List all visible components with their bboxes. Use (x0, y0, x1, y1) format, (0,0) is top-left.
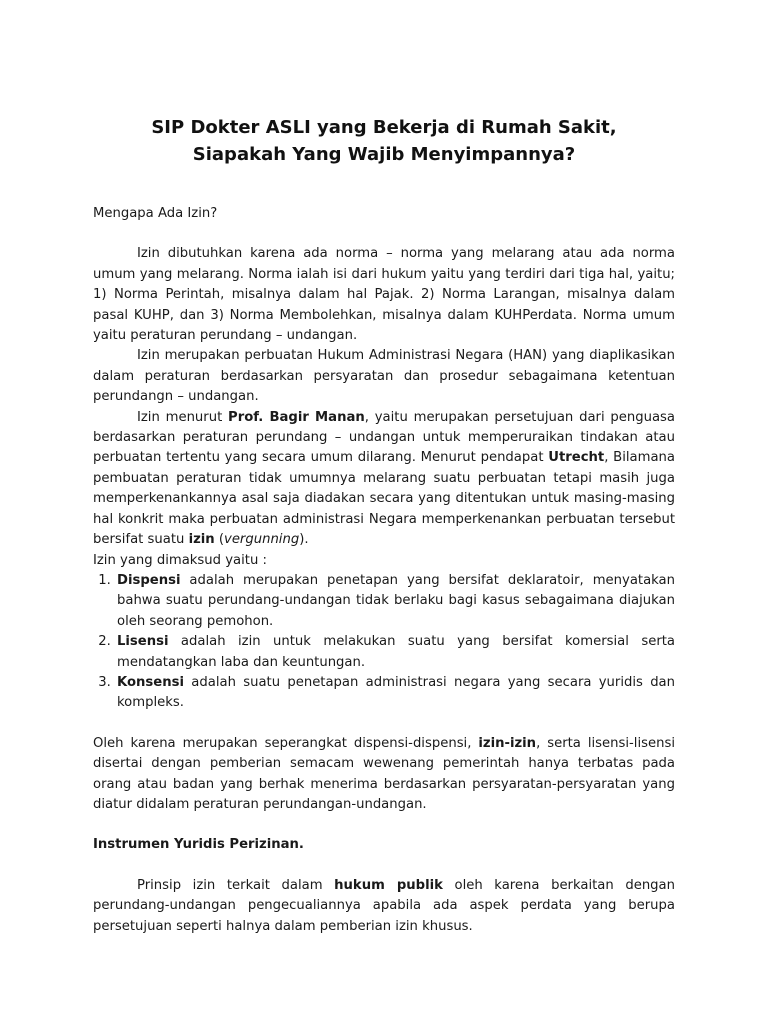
bold-name-bagir-manan: Prof. Bagir Manan (228, 409, 365, 425)
list-item-konsensi (115, 673, 675, 714)
spacer (93, 224, 675, 244)
paragraph-izin-menurut (93, 408, 675, 551)
italic-term-vergunning: vergunning (224, 532, 300, 548)
izin-types-list (93, 571, 675, 714)
text-run: , yaitu merupakan persetujuan dari penguasa berdasarkan peraturan perundang – undangan untuk memperuraikan tindakan atau perbuatan tertentu yang secara umum dilarang. Menurut pendapat (93, 409, 675, 466)
list-term: Dispensi (117, 572, 181, 588)
text-run: Izin menurut (137, 409, 229, 425)
section-heading-mengapa-ada-izin: Mengapa Ada Izin? (93, 206, 218, 221)
paragraph-izin-dibutuhkan: Izin dibutuhkan karena ada norma – norma yang melarang atau ada norma umum yang melarang. Norma ialah isi dari hukum yaitu yang terdiri dari tiga hal, yaitu; 1) Norma Perintah, misalnya dalam hal Pajak. 2) Norma Larangan, misalnya dalam pasal KUHP, dan 3) Norma Membolehkan, misalnya dalam KUHPerdata. Norma umum yaitu peraturan perundang – undangan. (93, 246, 675, 344)
text-run: , serta lisensi-lisensi disertai dengan pemberian semacam wewenang pemerintah hanya terbatas pada orang atau badan yang berhak menerima berdasarkan persyaratan-persyaratan yang diatur didalam peraturan perundangan-undangan. (93, 735, 675, 812)
spacer (93, 815, 675, 835)
paragraph-izin-merupakan: Izin merupakan perbuatan Hukum Administrasi Negara (HAN) yang diaplikasikan dalam peraturan berdasarkan persyaratan dan prosedur sebagaimana ketentuan perundangn – undangan. (93, 348, 675, 405)
document-body (93, 204, 675, 937)
list-item-lisensi (115, 632, 675, 673)
title-line-2: Siapakah Yang Wajib Menyimpannya? (192, 144, 576, 165)
list-text: adalah merupakan penetapan yang bersifat deklaratoir, menyatakan bahwa suatu perundang-undangan tidak berlaku bagi kasus sebagaimana diajukan oleh seorang pemohon. (117, 572, 675, 629)
document-title (0, 114, 768, 168)
list-text: adalah izin untuk melakukan suatu yang bersifat komersial serta mendatangkan laba dan keuntungan. (117, 634, 675, 670)
bold-name-utrecht: Utrecht (548, 450, 605, 466)
bold-term-hukum-publik: hukum publik (334, 877, 443, 893)
text-run: , Bilamana pembuatan peraturan tidak umumnya melarang suatu perbuatan tetapi masih juga memperkenankannya asal saja diadakan secara yang ditentukan untuk masing-masing hal konkrit maka perbuatan administrasi Negara memperkenankan perbuatan tersebut bersifat suatu (93, 450, 675, 548)
list-item-dispensi (115, 571, 675, 632)
list-term: Lisensi (117, 634, 169, 650)
list-term: Konsensi (117, 674, 184, 690)
list-text: adalah suatu penetapan administrasi negara yang secara yuridis dan kompleks. (117, 674, 675, 711)
paragraph-oleh-karena (93, 734, 675, 816)
bold-term-izin-izin: izin-izin (478, 735, 537, 751)
list-intro: Izin yang dimaksud yaitu : (93, 552, 267, 568)
spacer (93, 714, 675, 734)
text-run: ). (299, 532, 309, 548)
section-heading-instrumen-yuridis: Instrumen Yuridis Perizinan. (93, 837, 304, 853)
text-run: ( (214, 532, 225, 548)
spacer (93, 856, 675, 876)
paragraph-prinsip-izin (93, 876, 675, 937)
text-run: Oleh karena merupakan seperangkat dispensi-dispensi, (93, 735, 479, 751)
bold-term-izin: izin (188, 532, 215, 548)
text-run: Prinsip izin terkait dalam (137, 877, 335, 893)
title-line-1: SIP Dokter ASLI yang Bekerja di Rumah Sakit, (151, 117, 617, 138)
text-run: oleh karena berkaitan dengan perundang-undangan pengecualiannya apabila ada aspek perdata yang berupa persetujuan seperti halnya dalam pemberian izin khusus. (93, 877, 675, 934)
